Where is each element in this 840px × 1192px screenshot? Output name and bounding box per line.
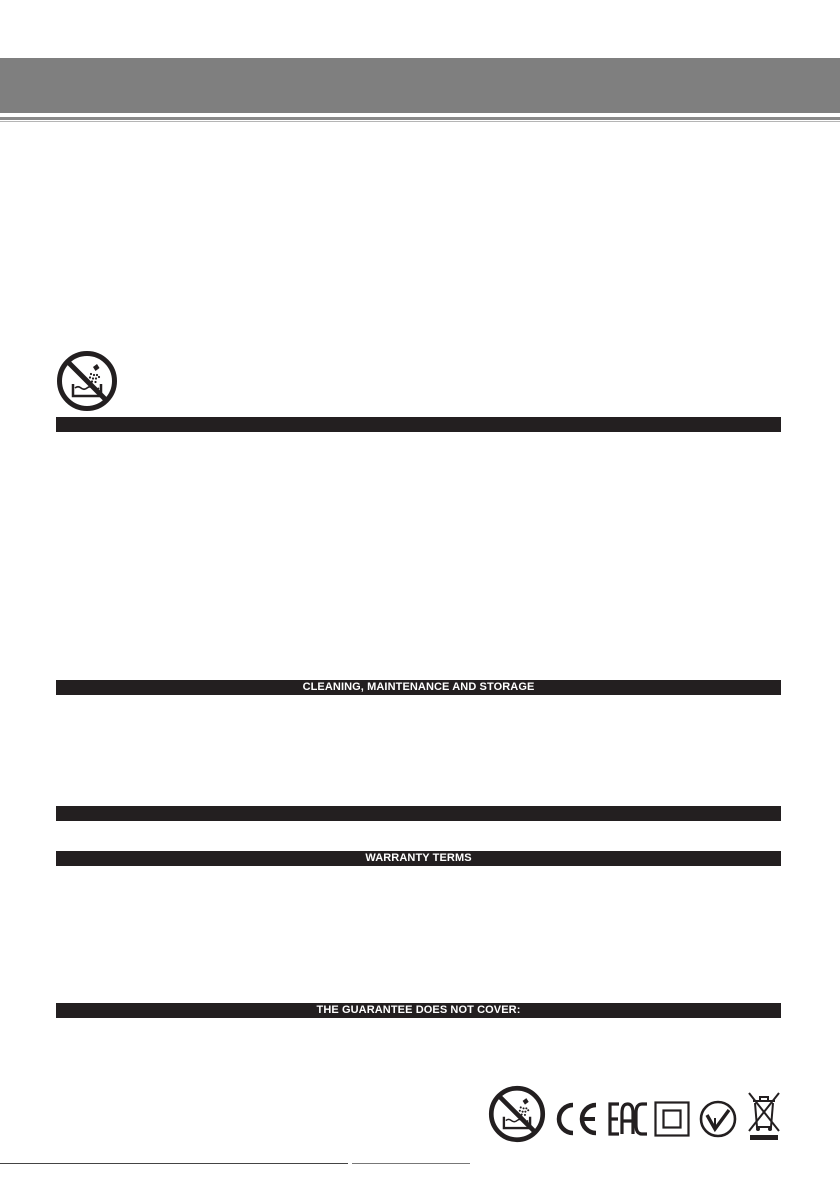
footer-line bbox=[0, 1163, 348, 1164]
rohs-check-icon bbox=[698, 1099, 738, 1139]
no-wash-icon bbox=[56, 350, 118, 412]
class-ii-icon bbox=[654, 1101, 690, 1137]
section-header-cleaning: CLEANING, MAINTENANCE AND STORAGE bbox=[56, 680, 781, 695]
certification-symbols bbox=[488, 1085, 784, 1141]
eac-mark-icon bbox=[608, 1101, 650, 1137]
no-wash-icon bbox=[488, 1085, 546, 1143]
section-header-guarantee: THE GUARANTEE DOES NOT COVER: bbox=[56, 1003, 781, 1018]
header-rule-thin bbox=[0, 121, 840, 122]
ce-mark-icon bbox=[554, 1101, 600, 1137]
section-header-warranty: WARRANTY TERMS bbox=[56, 851, 781, 866]
section-header-bar-1 bbox=[56, 417, 781, 432]
footer-line-dotted bbox=[352, 1163, 470, 1164]
weee-bin-icon bbox=[744, 1089, 784, 1141]
header-rule bbox=[0, 117, 840, 120]
section-header-bar-3 bbox=[56, 806, 781, 821]
header-banner bbox=[0, 58, 840, 113]
